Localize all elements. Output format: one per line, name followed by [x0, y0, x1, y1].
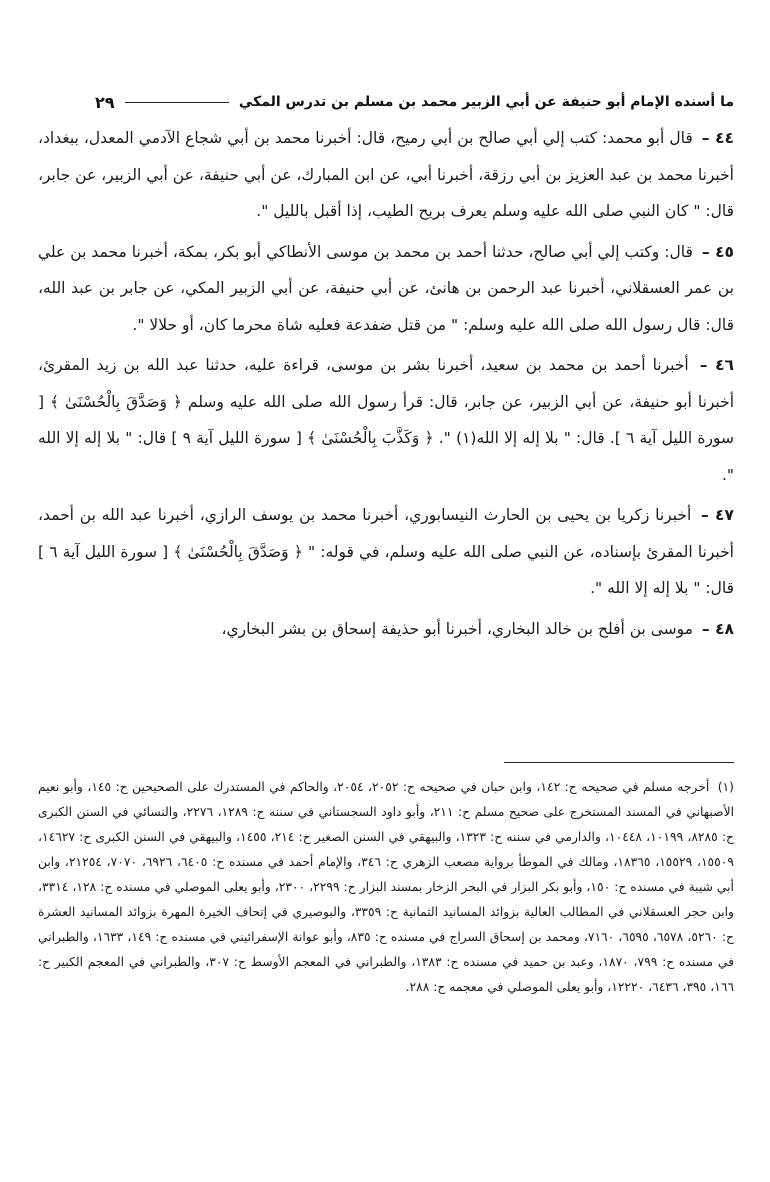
hadith-paragraph	[38, 497, 734, 607]
header-title: ما أسنده الإمام أبو حنيفة عن أبي الزبير محمد بن مسلم بن تدرس المكي	[238, 94, 734, 110]
main-text	[38, 120, 734, 651]
hadith-number: ٤٨ –	[701, 619, 734, 638]
hadith-text: أخبرنا أحمد بن محمد بن سعيد، أخبرنا بشر بن موسى، قراءة عليه، حدثنا عبد الله بن زيد المقرئ، أخبرنا أبو حنيفة، عن أبي الزبير، عن جابر، قال: قرأ رسول الله صلى الله عليه وسلم ﴿ وَصَدَّقَ بِالْحُسْنَىٰ ﴾ [ سورة الليل آية ٦ ]. قال: " بلا إله إلا الله(١) ". ﴿ وَكَذَّبَ بِالْحُسْنَىٰ ﴾ [ سورة الليل آية ٩ ] قال: " بلا إله إلا الله ".	[38, 356, 734, 484]
header-rule	[125, 102, 229, 103]
hadith-paragraph	[38, 120, 734, 230]
hadith-text: قال أبو محمد: كتب إلي أبي صالح بن أبي رميح، قال: أخبرنا محمد بن أبي شجاع الآدمي المعدل، ببغداد، أخبرنا محمد بن عبد العزيز بن أبي رزقة، أخبرنا أبي، عن ابن المبارك، عن أبي حنيفة، عن أبي الزبير، عن جابر، قال: " كان النبي صلى الله عليه وسلم يعرف بريح الطيب، إذا أقبل بالليل ".	[38, 129, 734, 220]
footnote	[38, 775, 734, 1000]
footnote-number: (١)	[717, 780, 734, 794]
page-number: ٢٩	[95, 92, 115, 112]
hadith-text: قال: وكتب إلي أبي صالح، حدثنا أحمد بن محمد بن موسى الأنطاكي أبو بكر، بمكة، أخبرنا محمد بن علي بن عمر العسقلاني، أخبرنا عبد الرحمن بن هانئ، عن أبي حنيفة، عن أبي الزبير المكي، عن جابر بن عبد الله، قال: قال رسول الله صلى الله عليه وسلم: " من قتل ضفدعة فعليه شاة محرما كان، أو حلالا ".	[38, 242, 734, 334]
hadith-number: ٤٧ –	[701, 506, 734, 524]
hadith-number: ٤٥ –	[701, 242, 734, 261]
hadith-text: موسى بن أفلح بن خالد البخاري، أخبرنا أبو حذيفة إسحاق بن بشر البخاري،	[221, 619, 693, 638]
hadith-paragraph	[38, 234, 734, 344]
footnote-separator	[504, 762, 734, 763]
hadith-paragraph	[38, 611, 734, 648]
footnote-text: أخرجه مسلم في صحيحه ح: ١٤٢، وابن حبان في صحيحه ح: ٢٠٥٢، ٢٠٥٤، والحاكم في المستدرك على الصحيحين ح: ١٤٥، وأبو نعيم الأصبهاني في المسند المستخرج على صحيح مسلم ح: ٢١١، وأبو داود السجستاني في سننه ح: ١٢٨٩، ٢٢٧٦، والنسائي في السنن الكبرى ح: ٨٢٨٥، ١٠١٩٩، ١٠٤٤٨، والدارمي في سننه ح: ١٣٢٣، والبيهقي في السنن الصغير ح: ٢١٤، ١٤٥٥، والبيهقي في السنن الكبرى ح: ١٤٦٢٧، ١٥٥٠٩، ١٥٥٢٩، ١٨٣٦٥، ومالك في الموطأ برواية مصعب الزهري ح: ٣٤٦، والإمام أحمد في مسنده ح: ٦٤٠٥، ٦٩٢٦، ٧٠٧٠، ٢١٢٥٤، وابن أبي شيبة في مسنده ح: ١٥٠، وأبو بكر البزار في البحر الزخار بمسند البزار ح: ٢٢٩٩، ٢٣٠٠، وأبو يعلى الموصلي في مسنده ح: ١٢٨، ٣٣١٤، وابن حجر العسقلاني في المطالب العالية بزوائد المسانيد الثمانية ح: ٣٣٥٩، والبوصيري في إتحاف الخيرة المهرة بزوائد المسانيد العشرة ح: ٥٢٦٠، ٦٥٧٨، ٦٥٩٥، ٧١٦٠، ومحمد بن إسحاق السراج في مسنده ح: ٨٣٥، وأبو عوانة الإسفرائيني في مسنده ح: ١٤٩، ١٦٣٣، والطبراني في مسنده ح: ٧٩٩، ١٨٧٠، وعبد بن حميد في مسنده ح: ١٣٨٣، والطبراني في المعجم الأوسط ح: ٣٠٧، والطبراني في المعجم الكبير ح: ١٦٦، ٣٩٥، ٦٤٣٦، ١٢٢٢٠، وأبو يعلى الموصلي في معجمه ح: ٢٨٨.	[38, 780, 734, 994]
running-header	[95, 90, 734, 114]
hadith-paragraph	[38, 347, 734, 493]
hadith-number: ٤٦ –	[699, 356, 734, 374]
hadith-number: ٤٤ –	[701, 129, 734, 147]
hadith-text: أخبرنا زكريا بن يحيى بن الحارث النيسابوري، أخبرنا محمد بن يوسف الرازي، أخبرنا عبد الله بن أحمد، أخبرنا المقرئ بإسناده، عن النبي صلى الله عليه وسلم، في قوله: " ﴿ وَصَدَّقَ بِالْحُسْنَىٰ ﴾ [ سورة الليل آية ٦ ] قال: " بلا إله إلا الله ".	[38, 506, 734, 597]
